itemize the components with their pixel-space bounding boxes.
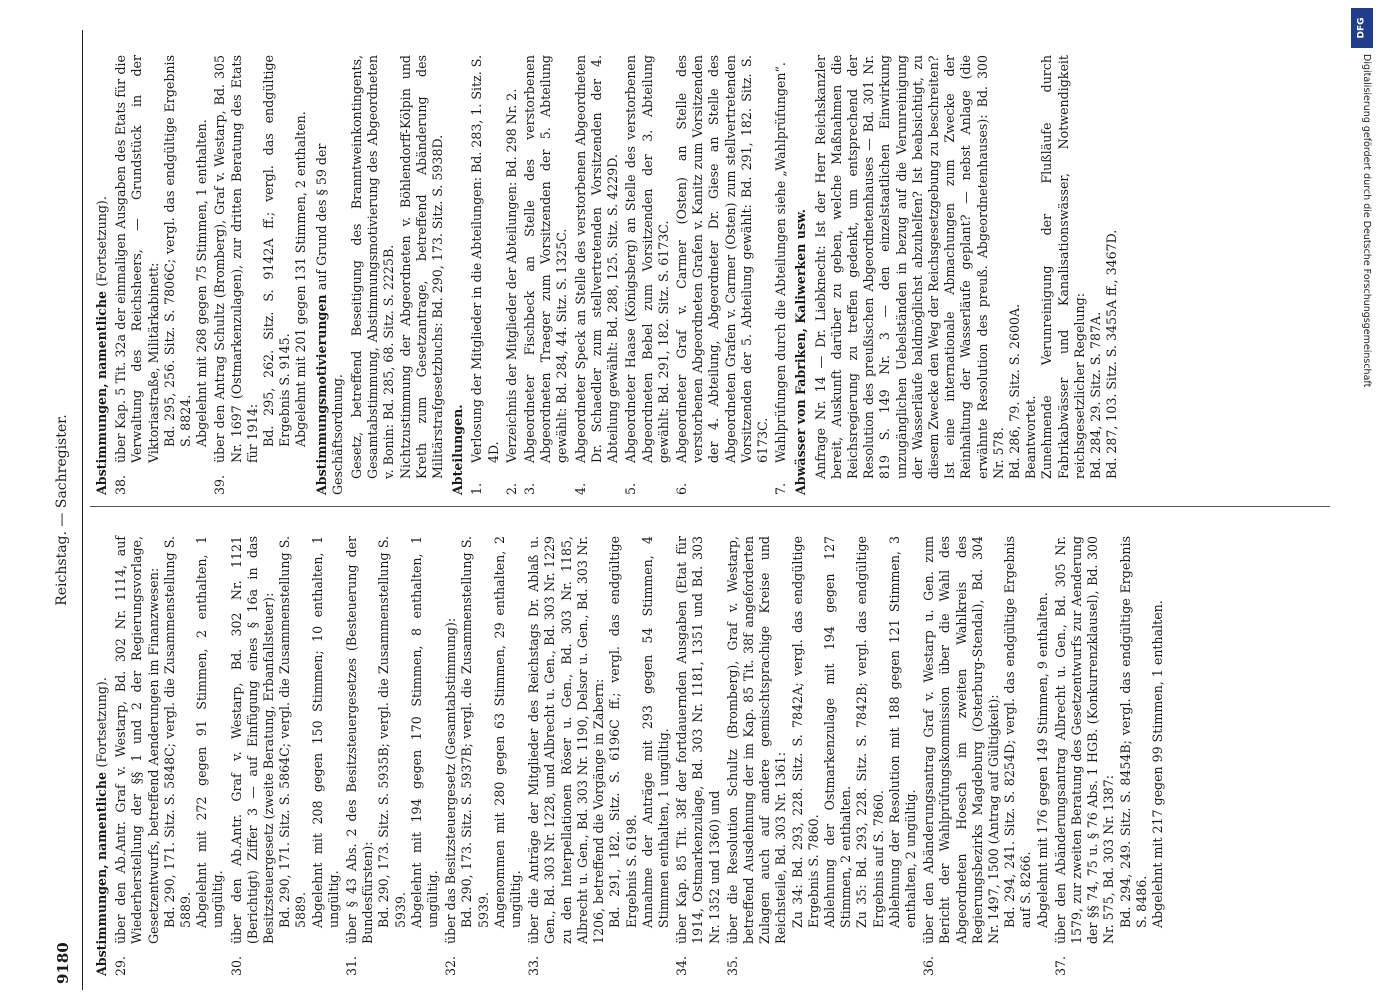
section-heading: Abteilungen. bbox=[450, 404, 466, 495]
register-entry bbox=[113, 55, 210, 495]
entry-line: Abgelehnt mit 217 gegen 99 Stimmen, 1 enthalten. bbox=[1150, 600, 1165, 928]
entry-number: 3. bbox=[522, 482, 538, 495]
entry-line: Ablehnung der Ostmarkenzulage mit 194 gegen 127 Stimmen, 2 enthalten. bbox=[821, 536, 854, 928]
entry-line: über Kap. 5 Tit. 32a der einmaligen Ausgaben des Etats für die Verwaltung des Reichsheers, — Grundstück in der Viktoriastraße, Militärkabinett: bbox=[113, 55, 161, 463]
entry-line: Bd. 290, 173. Sitz. S. 5937B; vergl. die Zusammenstellung S. 5939. bbox=[459, 536, 491, 928]
register-entry bbox=[623, 55, 672, 495]
entry-line: Verlosung der Mitglieder in die Abteilungen: Bd. 283, 1. Sitz. S. 4D. bbox=[469, 55, 501, 463]
entry-line: Bd. 295, 256. Sitz. S. 7806C; vergl. das endgültige Ergebnis S. 8824. bbox=[161, 55, 194, 447]
entry-text bbox=[522, 55, 571, 463]
entry-line: über die Anträge der Mitglieder des Reichstags Dr. Ablaß u. Gen., Bd. 303 Nr. 1228, und Albrecht u. Gen., Bd. 303 Nr. 1229 zu den Interpellationen Röser u. Gen., Bd. 303 Nr. 1185, Albrecht u. Gen., Bd. 303 Nr. 1190, Delsor u. Gen., Bd. 303 Nr. 1206, betreffend die Vorgänge in Zabern: bbox=[526, 536, 607, 944]
entry-line: über den Antrag Schultz (Bromberg), Graf v. Westarp, Bd. 305 Nr. 1697 (Ostmarkenzulagen), zur dritten Beratung des Etats für 1914: bbox=[212, 55, 260, 463]
entry-number: 31. bbox=[344, 955, 360, 976]
entry-line: Abgelehnt mit 176 gegen 149 Stimmen, 9 enthalten. bbox=[1034, 592, 1050, 928]
entry-text bbox=[113, 55, 210, 463]
rotated-page bbox=[50, 30, 1340, 990]
entry-line: Bd. 290, 173. Sitz. S. 5935B; vergl. die Zusammenstellung S. 5939. bbox=[376, 536, 408, 928]
entry-text bbox=[344, 536, 441, 944]
entry-line: über § 43 Abs. 2 des Besitzsteuergesetzes (Besteuerung der Bundesfürsten): bbox=[344, 536, 376, 944]
entry-line: Annahme der Anträge mit 293 gegen 54 Stimmen, 4 Stimmen enthalten, 1 ungültig. bbox=[639, 536, 671, 928]
page-title: Reichstag. — Sachregister. bbox=[54, 414, 70, 606]
register-entry bbox=[773, 55, 789, 495]
register-entry bbox=[725, 536, 919, 976]
register-entry bbox=[229, 536, 342, 976]
entry-line: Angenommen mit 280 gegen 63 Stimmen, 29 enthalten, 2 ungültig. bbox=[491, 536, 524, 928]
entry-line: Bd. 295, 262. Sitz. S. 9142A ff.; vergl. das endgültige Ergebnis S. 9145. bbox=[261, 55, 293, 447]
entry-line: Abgelehnt mit 272 gegen 91 Stimmen, 2 enthalten, 1 ungültig. bbox=[194, 536, 226, 928]
entry-number: 32. bbox=[443, 955, 459, 976]
dfg-logo: DFG bbox=[1351, 8, 1373, 48]
register-entry bbox=[113, 536, 226, 976]
digitization-credit: Digitalisierung gefördert durch die Deutsche Forschungsgemeinschaft bbox=[1361, 54, 1372, 388]
entry-number: 36. bbox=[921, 955, 937, 976]
register-entry bbox=[1053, 536, 1166, 976]
entry-number: 2. bbox=[503, 482, 519, 495]
register-entry bbox=[344, 536, 441, 976]
entry-line: über die Resolution Schultz (Bromberg), Graf v. Westarp, betreffend Ausdehnung der im Kap. 85 Tit. 38f angeforderten Zulagen auch auf andere gemischtsprachige Kreise und Reichsteile, Bd. 303 Nr. 1361: bbox=[724, 536, 789, 944]
entry-text bbox=[212, 55, 309, 463]
entry-line: Abgeordneter Haase (Königsberg) an Stelle des verstorbenen Abgeordneten Bebel zum Vorsitzenden der 3. Abteilung gewählt: Bd. 291, 182. Sitz. S. 6173C. bbox=[623, 55, 671, 463]
entry-text bbox=[573, 55, 622, 463]
entry-number: 38. bbox=[113, 474, 129, 495]
entry-line: Zu 35: Bd. 293, 228. Sitz. S. 7842B; vergl. das endgültige Ergebnis auf S. 7860. bbox=[854, 536, 886, 928]
entry-text bbox=[725, 536, 919, 944]
right-column bbox=[90, 55, 1120, 495]
entry-number: 33. bbox=[526, 955, 542, 976]
entry-number: 39. bbox=[212, 474, 228, 495]
register-entry bbox=[212, 55, 309, 495]
entry-line: Wahlprüfungen durch die Abteilungen siehe „Wahlprüfungen“. bbox=[773, 62, 789, 463]
entry-text bbox=[526, 536, 672, 944]
register-entry bbox=[443, 536, 524, 976]
register-entry bbox=[526, 536, 672, 976]
paragraph: Bd. 287, 103. Sitz. S. 3455A ff., 3467D. bbox=[1104, 229, 1120, 479]
entry-number: 5. bbox=[623, 482, 639, 495]
entry-text bbox=[921, 536, 1051, 944]
entry-line: Verzeichnis der Mitglieder der Abteilungen: Bd. 298 Nr. 2. bbox=[503, 88, 519, 463]
paragraph: Zunehmende Verunreinigung der Flußläufe durch Fabrikabwässer und Kanalisationswässer, Notwendigkeit reichsgesetzlicher Regelung: bbox=[1039, 55, 1087, 479]
page-header bbox=[50, 30, 83, 990]
register-entry bbox=[674, 536, 723, 976]
paragraph: Bd. 286, 79. Sitz. S. 2600A. bbox=[1006, 303, 1022, 479]
entry-number: 1. bbox=[469, 482, 485, 495]
entry-number: 30. bbox=[228, 955, 244, 976]
entry-text bbox=[674, 55, 771, 463]
entry-number: 29. bbox=[113, 955, 129, 976]
entry-line: Abgelehnt mit 194 gegen 170 Stimmen, 8 enthalten, 1 ungültig. bbox=[408, 536, 441, 928]
section-heading: Abstimmungen, namentliche (Fortsetzung). bbox=[94, 196, 109, 495]
section-heading: Abstimmungsmotivierungen auf Grund des § 59 der Geschäftsordnung. bbox=[313, 143, 345, 495]
paragraph: Nichtzustimmung der Abgeordneten v. Böhlendorff-Kölpin und Kreth zum Gesetzantrage, betreffend Abänderung des Militärstrafgesetzbuchs: Bd. 290, 173. Sitz. S. 5938D. bbox=[397, 55, 446, 479]
entry-number: 7. bbox=[773, 482, 789, 495]
entry-line: über das Besitzsteuergesetz (Gesamtabstimmung): bbox=[443, 617, 459, 944]
entry-line: Bd. 294, 249. Sitz. S. 8454B; vergl. das endgültige Ergebnis S. 8486. bbox=[1117, 536, 1149, 928]
entry-line: über den Ab.Antr. Graf v. Westarp, Bd. 302 Nr. 1114, auf Wiederherstellung der §§ 1 und 2 der Regierungsvorlage, Gesetzentwurfs, betreffend Aenderungen im Finanzwesen: bbox=[113, 536, 161, 944]
entry-line: über den Abänderungsantrag Albrecht u. Gen., Bd. 305 Nr. 1579, zur zweiten Beratung des Gesetzentwurfs zur Aenderung der §§ 74, 75 u. § 76 Abs. 1 HGB. (Konkurrenzklausel), Bd. 300 Nr. 575, Bd. 303 Nr. 1387: bbox=[1052, 536, 1117, 944]
entry-line: Abgelehnt mit 268 gegen 75 Stimmen, 1 enthalten. bbox=[194, 119, 210, 447]
entry-text bbox=[1053, 536, 1166, 944]
paragraph: Bd. 284, 29. Sitz. S. 787A. bbox=[1087, 311, 1103, 479]
register-entry bbox=[469, 55, 501, 495]
paragraph: Anfrage Nr. 14 — Dr. Liebknecht: Ist der Herr Reichskanzler bereit, Auskunft darüber zu geben, welche Maßnahmen die Reichsregierung zu treffen gedenkt, um entsprechend der Resolution des preußischen Abgeordnetenhauses — Bd. 301 Nr. 819 S. 149 Nr. 3 — den einzelstaatlichen Einwirkung unzugänglichen Uebelständen in bezug auf die Verunreinigung der Wasserläufe baldmöglichst abzuhelfen? Ist beabsichtigt, zu diesem Zwecke den Weg der Reichsgesetzgebung zu beschreiten? bbox=[812, 55, 941, 479]
register-entry bbox=[921, 536, 1051, 976]
entry-line: Abgeordneter Speck an Stelle des verstorbenen Abgeordneten Dr. Schaedler zum stellvertretenden Vorsitzenden der 4. Abteilung gewählt: Bd. 288, 125. Sitz. S. 4229D. bbox=[572, 55, 621, 463]
entry-line: Abgelehnt mit 201 gegen 131 Stimmen, 2 enthalten. bbox=[293, 111, 309, 447]
section-heading: Abwässer von Fabriken, Kaliwerken usw. bbox=[793, 209, 809, 495]
entry-text bbox=[113, 536, 226, 944]
entry-text bbox=[469, 55, 501, 463]
page-number: 9180 bbox=[54, 942, 72, 984]
entry-line: über den Ab.Antr. Graf v. Westarp, Bd. 302 Nr. 1121 (Berichtigt) Ziffer 3 — auf Einfügung eines § 16a in das Besitzsteuergesetz (zweite Beratung, Erbanfallsteuer): bbox=[228, 536, 277, 944]
entry-number: 34. bbox=[674, 955, 690, 976]
paragraph: Gesetz, betreffend Beseitigung des Branntweinkontingents, Gesamtabstimmung, Abstimmungsmotivierung des Abgeordneten v. Bonin: Bd. 285, 68. Sitz. S. 2225B. bbox=[349, 55, 397, 479]
entry-number: 37. bbox=[1052, 955, 1068, 976]
entry-line: Abgeordneter Fischbeck an Stelle des verstorbenen Abgeordneten Traeger zum Vorsitzenden der 5. Abteilung gewählt: Bd. 284, 44. Sitz. S. 1325C. bbox=[522, 55, 570, 463]
entry-line: Abgeordneter Graf v. Carmer (Osten) an Stelle des verstorbenen Abgeordneten Grafen v. Kanitz zum Vorsitzenden der 4. Abteilung, Abgeordneter Dr. Giese an Stelle des Abgeordneten Grafen v. Carmer (Osten) zum stellvertretenden Vorsitzenden der 5. Abteilung gewählt: Bd. 291, 182. Sitz. S. 6173C. bbox=[673, 55, 770, 463]
paragraph: Beantwortet. bbox=[1023, 395, 1039, 479]
register-entry bbox=[573, 55, 622, 495]
entry-line: Bd. 291, 182. Sitz. S. 6196C ff.; vergl. das endgültige Ergebnis S. 6198. bbox=[607, 536, 639, 928]
entry-line: Ablehnung der Resolution mit 188 gegen 121 Stimmen, 3 enthalten, 2 ungültig. bbox=[886, 536, 918, 928]
section-heading: Abstimmungen, namentliche (Fortsetzung). bbox=[94, 677, 109, 976]
left-column bbox=[90, 536, 1168, 976]
entry-number: 6. bbox=[673, 482, 689, 495]
entry-text bbox=[674, 536, 723, 944]
entry-line: Zu 34: Bd. 293, 228. Sitz. S. 7842A; vergl. das endgültige Ergebnis S. 7860. bbox=[789, 536, 821, 928]
register-entry bbox=[504, 55, 520, 495]
register-entry bbox=[522, 55, 571, 495]
register-entry bbox=[674, 55, 771, 495]
paragraph: Ist eine internationale Abmachungen zum Zwecke der Reinhaltung der Wasserläufe geplant? — nebst Anlage (die erwähnte Resolution des preuß. Abgeordnetenhauses): Bd. 300 Nr. 578. bbox=[942, 55, 1006, 479]
entry-line: Bd. 290, 171. Sitz. S. 5848C; vergl. die Zusammenstellung S. 5889. bbox=[161, 536, 194, 928]
entry-text bbox=[623, 55, 672, 463]
entry-text bbox=[504, 55, 520, 463]
entry-line: über den Abänderungsantrag Graf v. Westarp u. Gen. zum Bericht der Wahlprüfungskommission über die Wahl des Abgeordneten Hoesch im zweiten Wahlkreis des Regierungsbezirks Magdeburg (Osterburg-Stendal), Bd. 304 Nr. 1497, 1500 (Antrag auf Gültigkeit): bbox=[921, 536, 1001, 944]
entry-text bbox=[443, 536, 524, 944]
entry-line: Bd. 290, 171. Sitz. S. 5864C; vergl. die Zusammenstellung S. 5889. bbox=[277, 536, 309, 928]
entry-line: Bd. 294, 241. Sitz. S. 8254D; vergl. das endgültige Ergebnis auf S. 8266. bbox=[1002, 536, 1034, 928]
entry-number: 4. bbox=[572, 482, 588, 495]
entry-text bbox=[229, 536, 342, 944]
entry-number: 35. bbox=[724, 955, 740, 976]
entry-text bbox=[773, 55, 789, 463]
entry-line: über Kap. 85 Tit. 38f der fortdauernden Ausgaben (Etat für 1914, Ostmarkenzulage, Bd. 303 Nr. 1181, 1351 und Bd. 303 Nr. 1352 und 1360) und bbox=[674, 536, 722, 944]
entry-line: Abgelehnt mit 208 gegen 150 Stimmen; 10 enthalten, 1 ungültig. bbox=[309, 536, 341, 928]
column-divider bbox=[90, 506, 1330, 507]
